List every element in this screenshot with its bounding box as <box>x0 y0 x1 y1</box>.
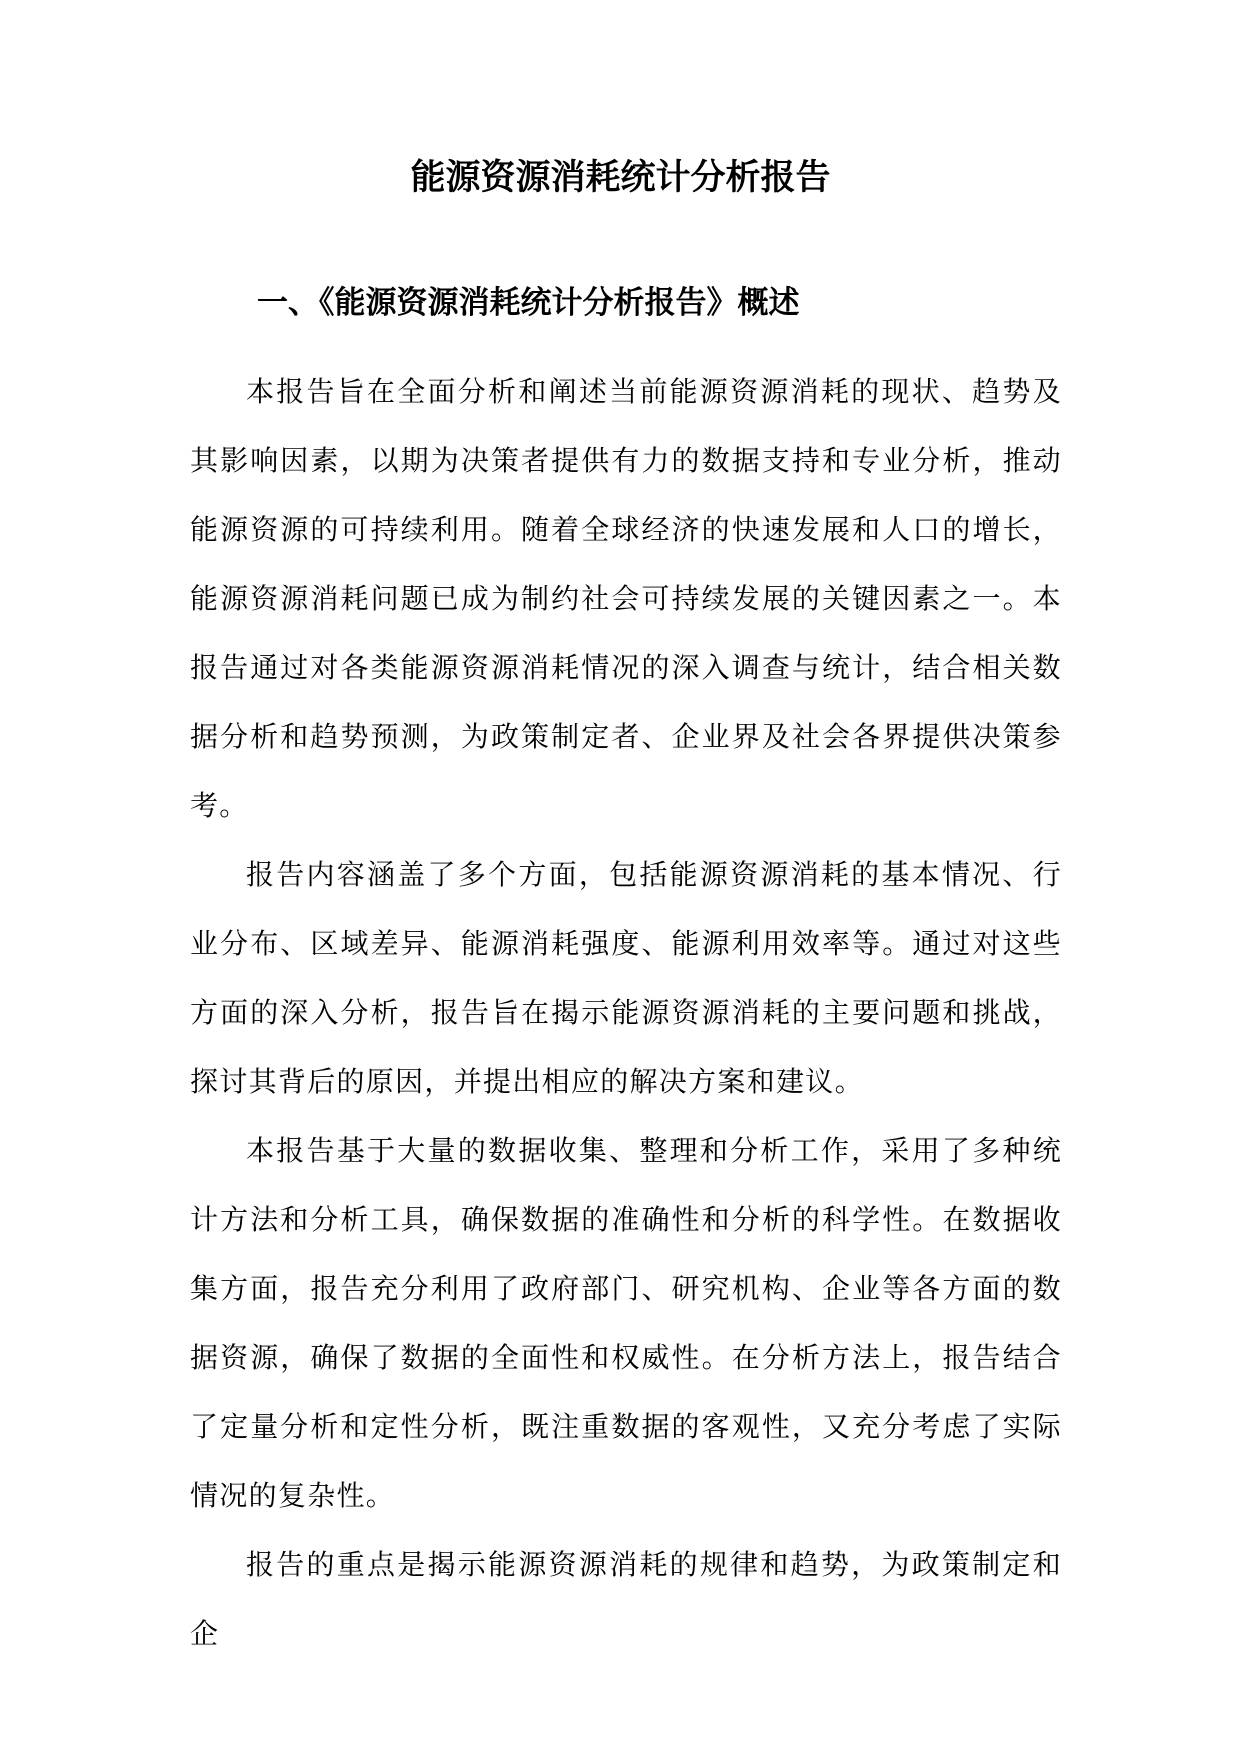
paragraph: 本报告基于大量的数据收集、整理和分析工作，采用了多种统计方法和分析工具，确保数据的准确性和分析的科学性。在数据收集方面，报告充分利用了政府部门、研究机构、企业等各方面的数据资源，确保了数据的全面性和权威性。在分析方法上，报告结合了定量分析和定性分析，既注重数据的客观性，又充分考虑了实际情况的复杂性。 <box>190 1134 1062 1512</box>
section-heading: 一、《能源资源消耗统计分析报告》概述 <box>257 285 800 321</box>
paragraph: 报告的重点是揭示能源资源消耗的规律和趋势，为政策制定和企 <box>190 1548 1062 1650</box>
paragraph: 报告内容涵盖了多个方面，包括能源资源消耗的基本情况、行业分布、区域差异、能源消耗强度、能源利用效率等。通过对这些方面的深入分析，报告旨在揭示能源资源消耗的主要问题和挑战，探讨其背后的原因，并提出相应的解决方案和建议。 <box>190 858 1062 1098</box>
document-title: 能源资源消耗统计分析报告 <box>410 158 831 198</box>
document-body <box>190 357 1062 1668</box>
paragraph: 本报告旨在全面分析和阐述当前能源资源消耗的现状、趋势及其影响因素，以期为决策者提供有力的数据支持和专业分析，推动能源资源的可持续利用。随着全球经济的快速发展和人口的增长，能源资源消耗问题已成为制约社会可持续发展的关键因素之一。本报告通过对各类能源资源消耗情况的深入调查与统计，结合相关数据分析和趋势预测，为政策制定者、企业界及社会各界提供决策参考。 <box>190 375 1062 822</box>
